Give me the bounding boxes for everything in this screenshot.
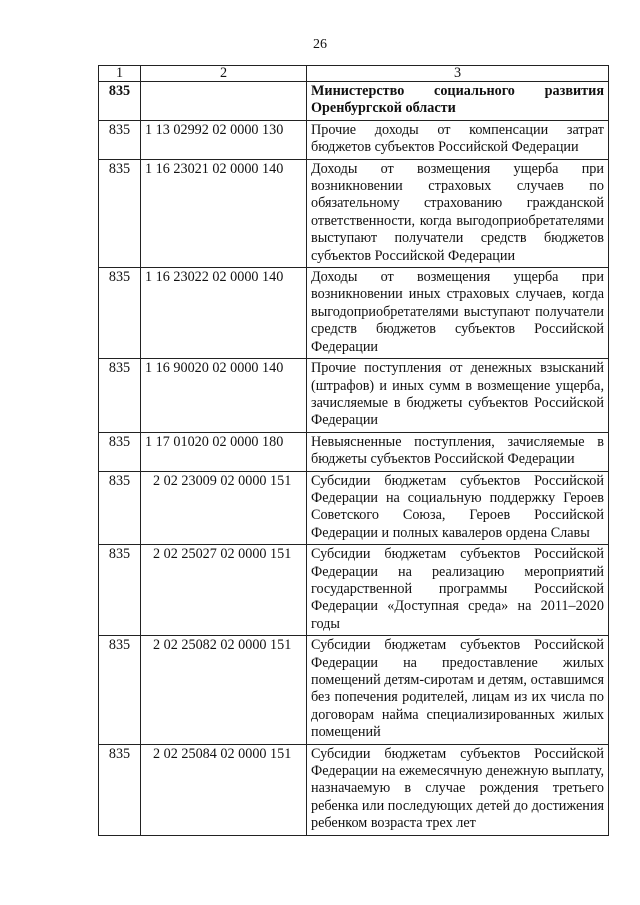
section-row bbox=[99, 82, 609, 121]
table-row bbox=[99, 744, 609, 835]
revenue-name-cell: Субсидии бюджетам субъектов Российской Федерации на предоставление жилых помещений детям-сиротам и детям, оставшимся без попечения родителей, лицам из их числа по договорам найма специализированных жилых помещений bbox=[307, 636, 609, 744]
column-header-row bbox=[99, 66, 609, 82]
revenue-code-cell: 2 02 25082 02 0000 151 bbox=[141, 636, 307, 744]
revenue-name-cell: Прочие поступления от денежных взысканий (штрафов) и иных сумм в возмещение ущерба, зачисляемые в бюджеты субъектов Российской Федерации bbox=[307, 359, 609, 433]
admin-code-cell: 835 bbox=[99, 744, 141, 835]
revenue-name-cell: Прочие доходы от компенсации затрат бюджетов субъектов Российской Федерации bbox=[307, 120, 609, 159]
revenue-code-cell: 2 02 23009 02 0000 151 bbox=[141, 471, 307, 545]
table-row bbox=[99, 359, 609, 433]
table-row bbox=[99, 545, 609, 636]
column-header-1: 1 bbox=[99, 66, 141, 82]
section-admin-code: 835 bbox=[99, 82, 141, 121]
revenue-name-cell: Невыясненные поступления, зачисляемые в бюджеты субъектов Российской Федерации bbox=[307, 432, 609, 471]
revenue-code-cell: 1 17 01020 02 0000 180 bbox=[141, 432, 307, 471]
page-number: 26 bbox=[313, 37, 327, 52]
revenue-codes-table bbox=[98, 65, 609, 836]
admin-code-cell: 835 bbox=[99, 545, 141, 636]
table-row bbox=[99, 636, 609, 744]
admin-code-cell: 835 bbox=[99, 432, 141, 471]
revenue-code-cell: 1 16 23022 02 0000 140 bbox=[141, 268, 307, 359]
table-row bbox=[99, 471, 609, 545]
column-header-3: 3 bbox=[307, 66, 609, 82]
revenue-code-cell: 1 16 23021 02 0000 140 bbox=[141, 159, 307, 267]
revenue-code-cell: 1 16 90020 02 0000 140 bbox=[141, 359, 307, 433]
admin-code-cell: 835 bbox=[99, 268, 141, 359]
admin-code-cell: 835 bbox=[99, 120, 141, 159]
revenue-name-cell: Субсидии бюджетам субъектов Российской Федерации на ежемесячную денежную выплату, назначаемую в случае рождения третьего ребенка или последующих детей до достижения ребенком возраста трех лет bbox=[307, 744, 609, 835]
admin-code-cell: 835 bbox=[99, 159, 141, 267]
revenue-code-cell: 1 13 02992 02 0000 130 bbox=[141, 120, 307, 159]
revenue-name-cell: Доходы от возмещения ущерба при возникновении иных страховых случаев, когда выгодоприобретателями выступают получатели средств бюджетов субъектов Российской Федерации bbox=[307, 268, 609, 359]
admin-code-cell: 835 bbox=[99, 471, 141, 545]
revenue-name-cell: Субсидии бюджетам субъектов Российской Федерации на реализацию мероприятий государственной программы Российской Федерации «Доступная среда» на 2011–2020 годы bbox=[307, 545, 609, 636]
admin-code-cell: 835 bbox=[99, 636, 141, 744]
table-row bbox=[99, 268, 609, 359]
admin-code-cell: 835 bbox=[99, 359, 141, 433]
revenue-code-cell: 2 02 25027 02 0000 151 bbox=[141, 545, 307, 636]
table-row bbox=[99, 120, 609, 159]
column-header-2: 2 bbox=[141, 66, 307, 82]
section-code bbox=[141, 82, 307, 121]
table-row bbox=[99, 159, 609, 267]
revenue-name-cell: Субсидии бюджетам субъектов Российской Федерации на социальную поддержку Героев Советского Союза, Героев Российской Федерации и полных кавалеров ордена Славы bbox=[307, 471, 609, 545]
section-name: Министерство социального развития Оренбургской области bbox=[307, 82, 609, 121]
revenue-name-cell: Доходы от возмещения ущерба при возникновении страховых случаев по обязательному страхованию гражданской ответственности, когда выгодоприобретателями выступают получатели средств бюджетов субъектов Российской Федерации bbox=[307, 159, 609, 267]
revenue-code-cell: 2 02 25084 02 0000 151 bbox=[141, 744, 307, 835]
table-row bbox=[99, 432, 609, 471]
